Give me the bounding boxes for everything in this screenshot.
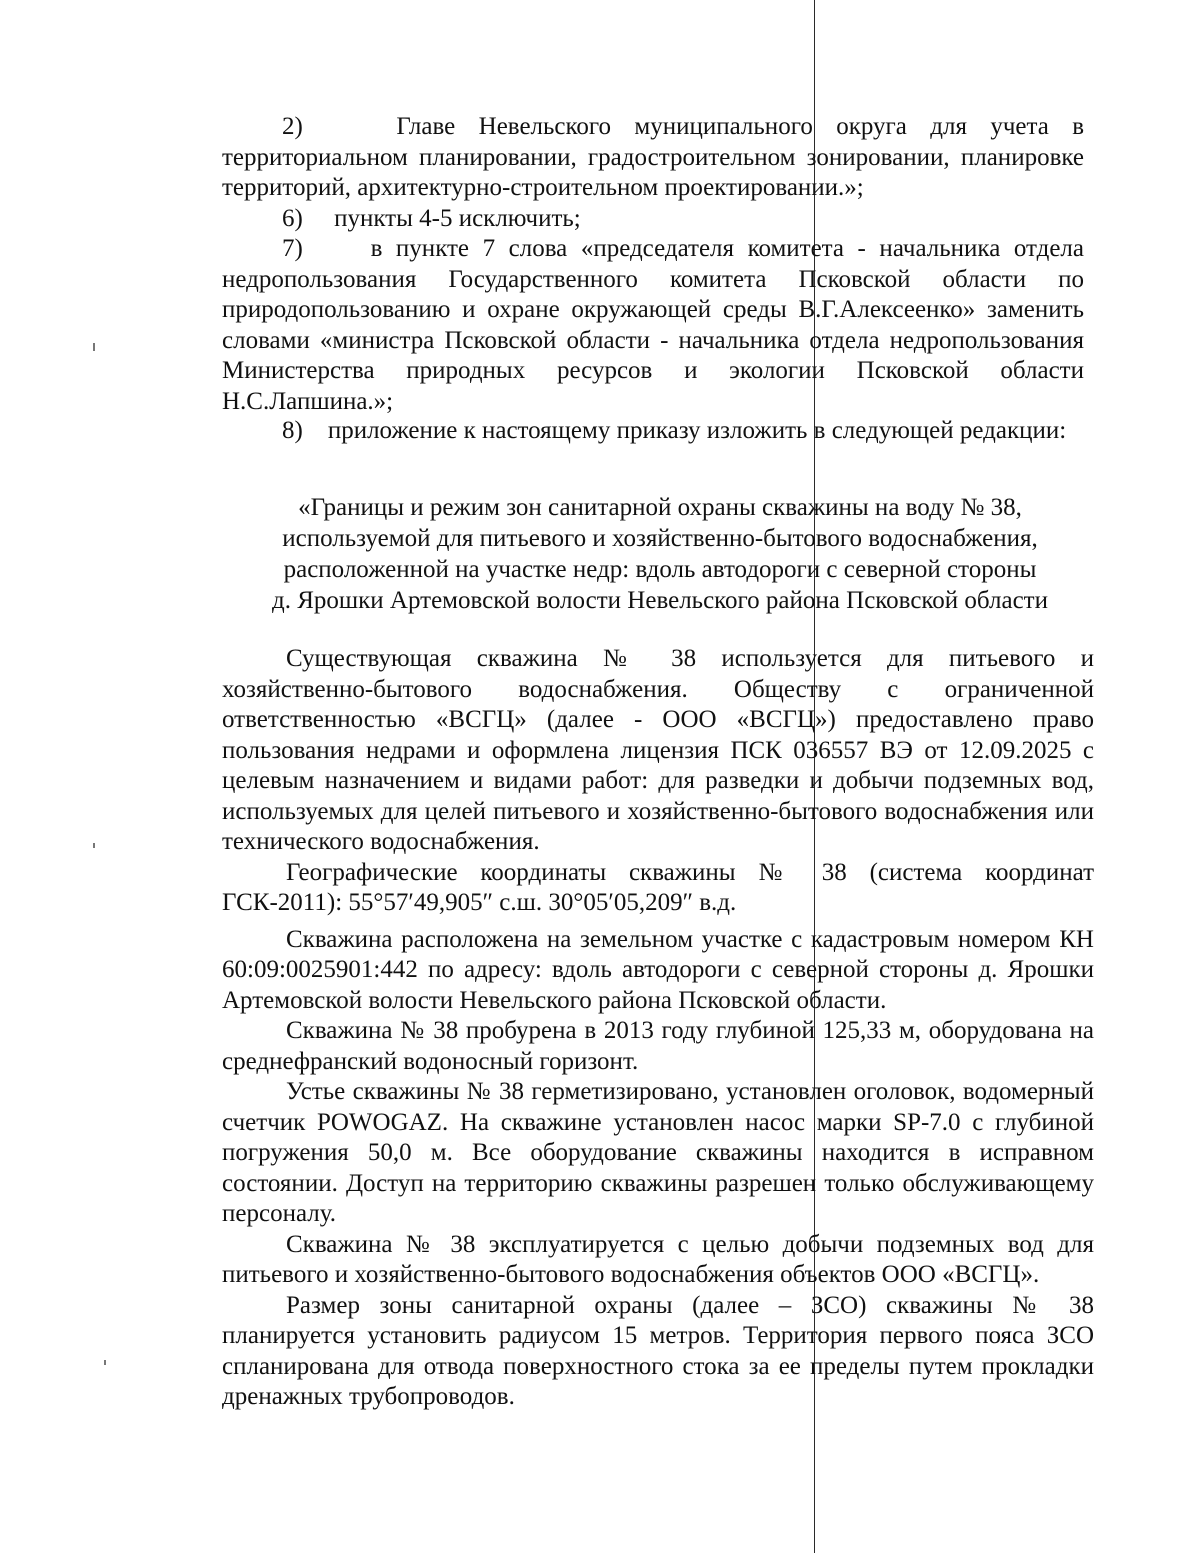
scan-speck [104, 1360, 106, 1365]
body-paragraph: Устье скважины № 38 герметизировано, установлен оголовок, водомерный счетчик POWOGAZ. На скважине установлен насос марки SP-7.0 с глубиной погружения 50,0 м. Все оборудование скважины находится в исправном состоянии. Доступ на территорию скважины разрешен только обслуживающему персоналу. [222, 1078, 1094, 1227]
body-paragraph: Скважина расположена на земельном участке с кадастровым номером КН 60:09:0025901:442 по адресу: вдоль автодороги с северной стороны д. Ярошки Артемовской волости Невельского района Псковской области. [222, 925, 1094, 1014]
document-body [222, 644, 1094, 1413]
heading-line: «Границы и режим зон санитарной охраны скважины на воду № 38, [298, 494, 1022, 521]
list-item-6 [222, 204, 1084, 235]
heading-line: расположенной на участке недр: вдоль автодороги с северной стороны [283, 556, 1037, 583]
list-item-number: 2) [282, 113, 303, 140]
list-item-number: 7) [282, 235, 303, 262]
scan-speck [93, 843, 95, 848]
list-item-text: пункты 4-5 исключить; [334, 205, 581, 232]
list-item-text: в пункте 7 слова «председателя комитета - начальника отдела недропользования Государственного комитета Псковской области по природопользованию и охране окружающей среды В.Г.Алексеенко» заменить словами «министра Псковской области - начальника отдела недропользования Министерства природных ресурсов и экологии Псковской области Н.С.Лапшина.»; [222, 235, 1085, 415]
list-item-text: Главе Невельского муниципального округа для учета в территориальном планировании, градостроительном зонировании, планировке территорий, архитектурно-строительном проектировании.»; [222, 113, 1085, 201]
heading-line: д. Ярошки Артемовской волости Невельского района Псковской области [272, 587, 1048, 614]
body-paragraph: Скважина № 38 эксплуатируется с целью добычи подземных вод для питьевого и хозяйственно-бытового водоснабжения объектов ООО «ВСГЦ». [222, 1230, 1094, 1288]
list-item-number: 6) [282, 205, 303, 232]
body-paragraph: Размер зоны санитарной охраны (далее – ЗСО) скважины № 38 планируется установить радиусом 15 метров. Территория первого пояса ЗСО спланирована для отвода поверхностного стока за ее пределы путем прокладки дренажных трубопроводов. [222, 1291, 1094, 1410]
appendix-heading [230, 492, 1090, 616]
heading-line: используемой для питьевого и хозяйственно-бытового водоснабжения, [282, 525, 1038, 552]
list-item-2 [222, 112, 1084, 204]
body-paragraph: Существующая скважина № 38 используется для питьевого и хозяйственно-бытового водоснабжения. Обществу с ограниченной ответственностью «ВСГЦ» (далее - ООО «ВСГЦ») предоставлено право пользования недрами и оформлена лицензия ПСК 036557 ВЭ от 12.09.2025 с целевым назначением и видами работ: для разведки и добычи подземных вод, используемых для целей питьевого и хозяйственно-бытового водоснабжения или технического водоснабжения. [222, 645, 1094, 855]
scan-speck [93, 343, 95, 351]
list-item-8 [222, 416, 1084, 447]
list-item-number: 8) [282, 417, 303, 444]
body-paragraph: Географические координаты скважины № 38 (система координат ГСК-2011): 55°57′49,905″ с.ш. 30°05′05,209″ в.д. [222, 858, 1094, 916]
list-item-text: приложение к настоящему приказу изложить в следующей редакции: [327, 417, 1067, 444]
body-paragraph: Скважина № 38 пробурена в 2013 году глубиной 125,33 м, оборудована на среднефранский водоносный горизонт. [222, 1017, 1094, 1075]
list-item-7 [222, 234, 1084, 417]
